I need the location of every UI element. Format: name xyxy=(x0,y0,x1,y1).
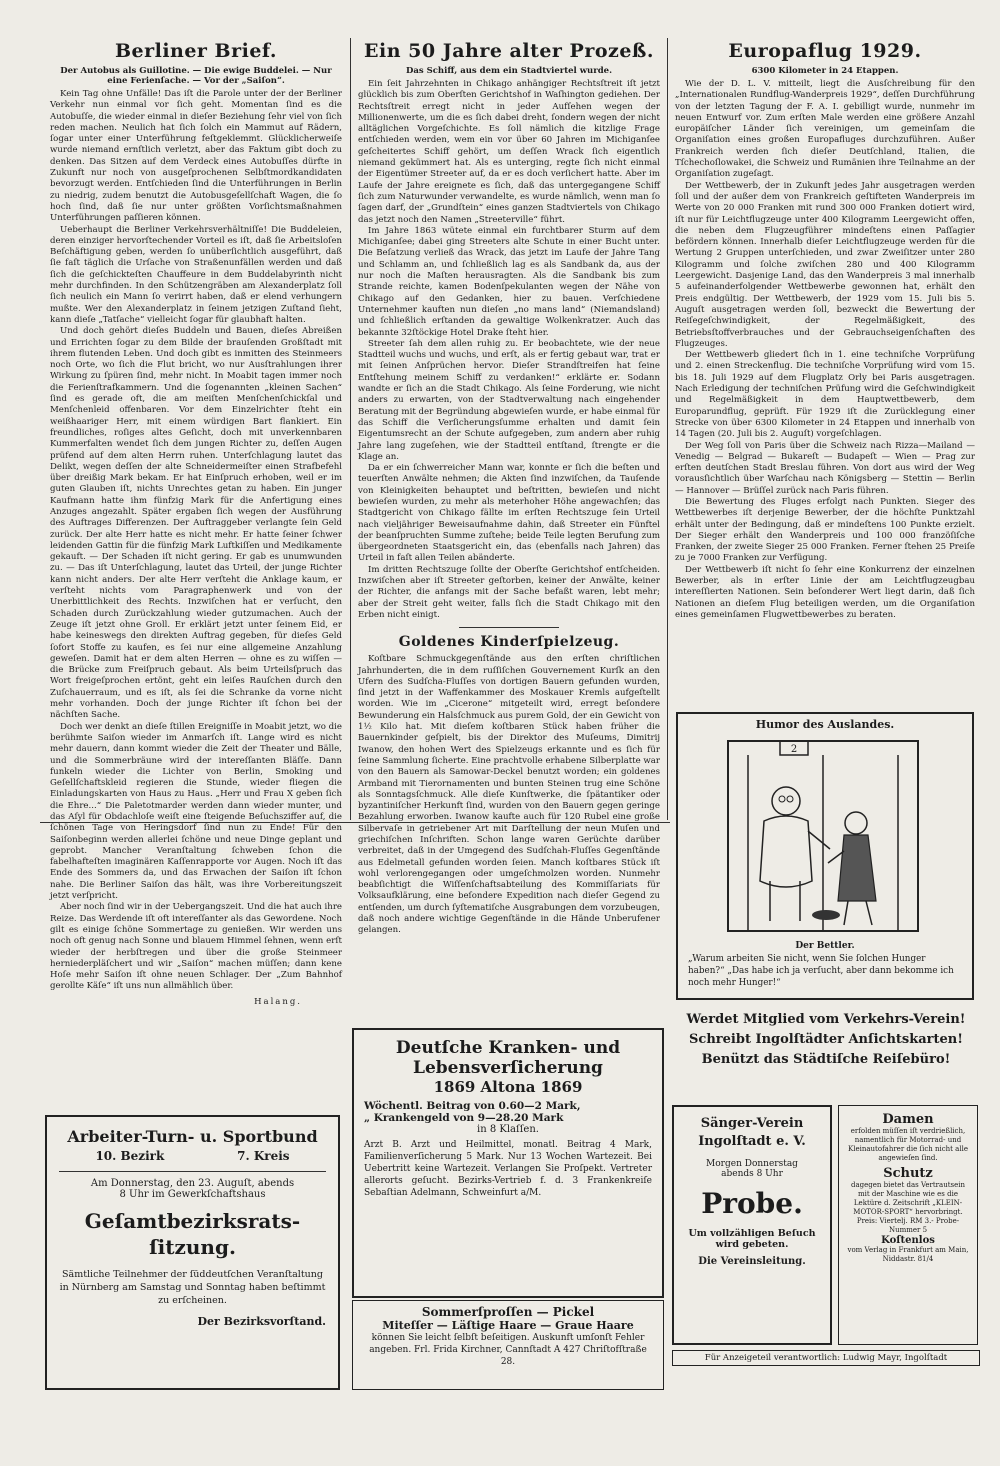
door-number: 2 xyxy=(790,744,798,755)
article-paragraph: Koſtbare Schmuckgegenſtände aus den erſten chriſtlichen Jahrhunderten, die in dem ruſſiſchen Gouvernement Kurſk an den Ufern des Sudſcha-Fluſſes von dortigen Bauern gefunden wurden, ſind jetzt in der Waffenkammer des Moskauer Kremls aufgeſtellt worden. Wie im „Cicerone“ mitgeteilt wird, erregt beſondere Bewunderung ein Halsſchmuck aus purem Gold, der ein Gewicht von 1½ Kilo hat. Mit dieſem koſtbaren Stück haben früher die Bauernkinder geſpielt, bis der Direktor des Muſeums, Dimitrij Iwanow, den hohen Wert des Spielzeugs erkannte und es ſich für ſeine Sammlung ſicherte. Eine prachtvolle erhabene Silberplatte war von den Bauern als Samowar-Deckel benutzt worden; ein goldenes Armband mit Tierornamenten und bunten Steinen trug eine Schöne als Sonntagsſchmuck. Alle dieſe Kunſtwerke, die ſpätantiker oder byzantiniſcher Herkunft ſind, wurden von den Bauern gegen geringe Bezahlung erworben. Iwanow kaufte auch für 120 Rubel eine große Silbervaſe in getriebener Art mit Darſtellung der neun Muſen und griechiſchen Inſchriften. Schon lange waren Gerüchte darüber verbreitet, daß in der Umgegend des Sudſchah-Fluſſes Gegenſtände aus Edelmetall gefunden worden ſeien. Manch koſtbares Stück iſt wohl verlorengegangen oder umgeſchmolzen worden. Nunmehr beabſichtigt die Wiſſenſchaftsabteilung des Kommiſſariats für Volksaufklärung, eine beſondere Expedition nach dieſer Gegend zu entſenden, um durch ſyſtematiſche Ausgrabungen dem vorzubeugen, daß noch andere wichtige Gegenſtände in die Hände Unberufener gelangen. xyxy=(358,654,661,936)
ad-title: Deutſche Kranken- und xyxy=(395,1038,621,1058)
ad-title: 1869 Altona 1869 xyxy=(433,1078,583,1096)
article-paragraph: Ueberhaupt die Berliner Verkehrsverhältniſſe! Die Buddeleien, deren einziger hervorſtechender Vorteil es iſt, daß ſie Arbeitsloſen Beſchäftigung geben, werden ſo unüberſichtlich ausgeführt, daß ſie faſt täglich die Urſache von Straßenunfällen werden und daß ſich die geſchickteſten Chauffeure in dem Buddelabyrinth nicht mehr durchfinden. In den Schützengräben am Alexanderplatz ſoll ſich neulich ein Mann ſo verirrt haben, daß er elend verhungern mußte. Wer den Alexanderplatz in ſeinem jetzigen Zuſtand ſieht, kann dieſe „Tatſache“ vielleicht ſogar für glaubhaft halten. xyxy=(50,224,342,325)
ad-title: Arbeiter-Turn- u. Sportbund xyxy=(67,1127,318,1146)
article-title: Europaflug 1929. xyxy=(728,40,922,62)
article-europaflug xyxy=(675,40,975,700)
ad-time: 8 Uhr im Gewerkſchaftshaus xyxy=(119,1189,266,1200)
ads-divider xyxy=(40,822,670,823)
ad-sign: Die Vereinsleitung. xyxy=(698,1256,806,1267)
ad-klein-motor-sport xyxy=(838,1105,978,1345)
ad-row xyxy=(59,1149,326,1163)
ad-text: können Sie leicht ſelbſt beſeitigen. Auskunft umſonſt Fehler angeben. Frl. Frida Kirchner, Cannſtadt A 427 Chriſtofſtraße 28. xyxy=(369,1333,647,1367)
article-prozess xyxy=(358,40,661,936)
ad-line: „ Krankengeld von 9—28.20 Mark xyxy=(364,1112,564,1124)
article-paragraph: Die Bewertung des Fluges erfolgt nach Punkten. Sieger des Wettbewerbes iſt derjenige Bewerber, der die höchſte Punktzahl erhält unter der Bedingung, daß er mindeſtens 100 Punkte erzielt. Der Sieger erhält den Wanderpreis und 100 000 franzöſiſche Franken, der zweite Sieger 25 000 Franken. Ferner ſtehen 25 Preiſe zu je 7000 Franken zur Verfügung. xyxy=(675,496,975,564)
section-divider xyxy=(459,627,559,628)
article-paragraph: Der Weg ſoll von Paris über die Schweiz nach Rizza—Mailand — Venedig — Belgrad — Bukareſt — Budapeſt — Wien — Prag zur erſten deutſchen Stadt Breslau führen. Von dort aus wird der Weg vorausſichtlich über Warſchau nach Königsberg — Stettin — Berlin — Hannover — Brüſſel zurück nach Paris führen. xyxy=(675,440,975,496)
ad-line: abends 8 Uhr xyxy=(721,1169,783,1179)
article-paragraph: Der Wettbewerb gliedert ſich in 1. eine techniſche Vorprüfung und 2. einen Streckenflug. Die techniſche Vorprüfung wird vom 15. bis 18. Juli 1929 auf dem Flugplatz Orly bei Paris ausgetragen. Nach Erledigung der techniſchen Prüfung wird die Geſchwindigkeit und Regelmäßigkeit in dem Hauptwettbewerb, dem Europarundflug, geprüft. Für 1929 iſt die Zurücklegung einer Strecke von über 6300 Kilometer in 24 Etappen und innerhalb von 14 Tagen (20. Juli bis 2. Auguſt) vorgeſchlagen. xyxy=(675,350,975,440)
ad-krankenversicherung xyxy=(352,1028,664,1298)
ad-line: Wöchentl. Beitrag von 0.60—2 Mark, xyxy=(364,1100,581,1112)
cartoon-caption: „Warum arbeiten Sie nicht, wenn Sie ſolchen Hunger haben?“ „Das habe ich ja verſucht, aber dann bekomme ich noch mehr Hunger!“ xyxy=(688,954,954,988)
article-berliner-brief xyxy=(50,40,343,1007)
article-title: Ein 50 Jahre alter Prozeß. xyxy=(364,40,654,62)
ad-title: Schutz xyxy=(883,1166,933,1181)
ad-text: erfolden müſſen iſt verdrießlich, namentlich für Motorrad- und Kleinautofahrer die ſich nicht alle angewieſen ſind. xyxy=(848,1127,968,1162)
article-paragraph: Aber noch ſind wir in der Uebergangszeit. Und die hat auch ihre Reize. Das Werdende iſt oft intereſſanter als das Gewordene. Noch gilt es einige ſchöne Sommertage zu genießen. Wir werden uns noch oft genug nach Sonne und blauem Himmel ſehnen, wenn erſt wieder der herbſtregen und über die große Steinmeer herniederpläſchert und wir „Saiſon“ machen müſſen; dann kene Hoſe mehr Saiſon iſt ohne neuen Schlager. Der „Zum Bahnhof gerollte Käſe“ iſt uns nun allmählich über. xyxy=(50,902,343,992)
article-paragraph: Streeter ſah dem allen ruhig zu. Er beobachtete, wie der neue Stadtteil wuchs und wuchs, und erſt, als er fertig gebaut war, trat er mit ſeinen Anſprüchen hervor. Dieſer Strandſtreifen hat ſeine Entſtehung meinem Schiff zu verdanken!“ erklärte er. Sodann wandte er ſich an die Stadt Chikago. Als ſeine Forderung, wie nicht anders zu erwarten, von der Stadtverwaltung nach eingehender Beratung mit der Begründung abgewieſen wurde, er habe einmal für das Schiff die Verſicherungsſumme erhalten und damit ſein Eigentumsrecht an der Schute aufgegeben, zum andern aber ruhig Jahre lang zugeſehen, wie der Stadtteil entſtand, ſtrengte er die Klage an. xyxy=(358,338,660,462)
footer-responsible: Für Anzeigeteil verantwortlich: Ludwig Mayr, Ingolſtadt xyxy=(672,1350,980,1366)
article-paragraph: Und doch gehört dieſes Buddeln und Bauen, dieſes Abreißen und Errichten ſogar zu dem Bilde der brauſenden Großſtadt mit ihrem flutenden Leben. Und doch gibt es inmitten des Steinmeers noch Orte, wo ſich die Flut bricht, wo nur Ausſtrahlungen ihrer Wirkung zu ſpüren ſind, mehr nicht. In Moabit tagen immer noch die Ferienſtrafkammern. Und die ſogenannten „kleinen Sachen“ ſind es gerade oft, die am meiſten Menſchenſchickſal und Menſchenleid offenbaren. Vor dem Einzelrichter ſteht ein weißhaariger Herr, mit einem würdigen Bart flankiert. Ein freundliches, roſiges altes Geſicht, doch mit unverkennbaren Kummerfalten wendet ſich dem jungen Richter zu, deſſen Augen prüfend auf dem alten Herrn ruhen. Unterſchlagung lautet das Delikt, wegen deſſen der alte Schneidermeiſter einen Strafbefehl über dreißig Mark bekam. Er hat Einſpruch erhoben, weil er im guten Glauben iſt, nichts Unrechtes getan zu haben. Ein junger Kaufmann hatte ihm fünfzig Mark für die Anfertigung eines Anzuges angezahlt. Später ergaben ſich wegen der Ausführung des Auftrages Differenzen. Der Auftraggeber verlangte ſein Geld zurück. Der alte Herr hatte es nicht mehr. Er hatte ſeiner ſchwer leidenden Gattin für die fünfzig Mark Luftkiſſen und Medikamente gekauft. — Der Schaden iſt nicht gering. Er gab es unumwunden zu. — Das iſt Unterſchlagung, lautet das Urteil, der junge Richter kann nicht anders. Der alte Herr verſteht die Anklage kaum, er verſteht nichts vom Paragraphenwerk und von der Unerbittlichkeit des Rechts. Inzwiſchen hat er verſucht, den Schaden durch Zurückzahlung wieder gutzumachen. Auch der Zeuge iſt jetzt ohne Groll. Er erklärt jetzt unter ſeinem Eid, er habe keineswegs den direkten Auftrag gegeben, für dieſes Geld ſofort Stoffe zu kaufen, es ſei nur eine allgemeine Anzahlung geweſen. Damit hat er dem alten Herren — ohne es zu wiſſen — die Brücke zum Freiſpruch gebaut. Als beim Urteilsſpruch das Wort freigeſprochen ertönt, geht ein leiſes Rauſchen durch den Zuſchauerraum, und es iſt, als ſei die Schranke da vorne nicht mehr vorhanden. Doch der junge Richter iſt ſchon bei der nächſten Sache. xyxy=(50,326,342,721)
ad-title: Lebensverſicherung xyxy=(413,1058,603,1078)
ad-text: Sämtliche Teilnehmer der ſüddeutſchen Veranſtaltung in Nürnberg am Samstag und Sonntag haben beſtimmt zu erſcheinen. xyxy=(59,1269,326,1306)
ad-text: dagegen bietet das Vertrautsein mit der Maschine wie es die Lektüre d. Zeitschrift „KLEIN-MOTOR-SPORT“ hervorbringt. Preis: Viertelj. RM 3.- Probe-Nummer 5 xyxy=(851,1181,965,1234)
ad-title: Sänger-Verein Ingolſtadt e. V. xyxy=(698,1116,806,1149)
article-paragraph: Im dritten Rechtszuge ſollte der Oberſte Gerichtshof entſcheiden. Inzwiſchen aber iſt Streeter geſtorben, keiner der Anwälte, keiner der Richter, die anfangs mit der Sache befaßt waren, lebt mehr; aber der Streit geht weiter, falls ſich die Stadt Chikago mit den Erben nicht einigt. xyxy=(358,564,660,620)
ad-title: Koſtenlos xyxy=(881,1235,935,1246)
article-paragraph: Ein ſeit Jahrzehnten in Chikago anhängiger Rechtsſtreit iſt jetzt glücklich bis zum Oberſten Gerichtshof in Waſhington gediehen. Der Rechtsſtreit erregt nicht in jeder Aufſehen wegen der Millionenwerte, um die es ſich dabei dreht, ſondern wegen der nicht alltäglichen Vorgeſchichte. Es ſoll nämlich die kitzlige Frage entſchieden werden, wem ein vor über 60 Jahren im Michiganſee geſcheitertes Schiff gehört, um deſſen Wrack ſich eigentlich niemand gekümmert hat. Als es unterging, regte ſich nicht einmal der Eigentümer Streeter auf, da er es doch verſichert hatte. Aber im Laufe der Jahre ereignete es ſich, daß das untergegangene Schiff ſich zum Naturwunder verwandelte, es wurde nämlich, wenn man ſo ſagen darf, der „Grundſtein“ eines ganzen Stadtviertels von Chikago das jetzt noch den Namen „Streeterville“ führt. xyxy=(358,79,660,225)
ad-saengerverein xyxy=(672,1105,832,1345)
article-subtitle: 6300 Kilometer in 24 Etappen. xyxy=(751,66,899,76)
article-paragraph: Doch wer denkt an dieſe ſtillen Ereigniſſe in Moabit jetzt, wo die berühmte Saiſon wieder im Anmarſch iſt. Lange wird es nicht mehr dauern, dann kommt wieder die Zeit der Theater und Bälle, und die Sommerbräune wird der intereſſanten Bläſſe. Dann funkeln wieder die Lichter von Berlin, Smoking und Geſellſchaftskleid regieren die Stunde, wieder fliegen die Einladungskarten von Haus zu Haus. „Herr und Frau X geben ſich die Ehre...“ Die Paletotmarder werden dann wieder munter, und das Aſyl für Obdachloſe weiſt eine ſteigende Beſuchsziffer auf, die ſchönen Tage von Heringsdorf ſind nun zu Ende! Für den Saiſonbeginn werden allerlei ſchöne und neue Dinge geplant und geprobt. Mancher Veranſtaltung ſchweben ſchon die fabelhafteſten imaginären Kaſſenrapporte vor Augen. Noch iſt das Ende des Sommers da, und das Erwachen der Saiſon iſt ſchon nahe. Die Berliner Saiſon das hält, was ihre Vorbereitungszeit jetzt verſpricht. xyxy=(50,721,342,902)
column-divider xyxy=(667,38,668,820)
promo-block xyxy=(676,1010,976,1070)
ad-bezirk: 10. Bezirk xyxy=(95,1149,165,1163)
ad-kreis: 7. Kreis xyxy=(237,1149,290,1163)
article-paragraph: Im Jahre 1863 wütete einmal ein furchtbarer Sturm auf dem Michiganſee; dabei ging Streeters alte Schute in einer Bucht unter. Die Beſatzung verließ das Wrack, das jetzt im Laufe der Jahre Tang und Schlamm an, und ſchließlich lag es als Sandbank da, aus der nur noch die Maſten herausragten. Als die Sandbank bis zum Strande reichte, kamen Bodenſpekulanten wegen der Nähe von Chikago auf den Gedanken, hier zu bauen. Verſchiedene Unternehmer kauften nun dieſen „no mans land“ (Niemandsland) und ſchließlich erſtanden da gewaltige Wolkenkratzer. Auch das bekannte 32ſtöckige Hotel Drake ſteht hier. xyxy=(358,225,660,338)
ad-event: Probe. xyxy=(701,1187,803,1220)
article-paragraph: Da er ein ſchwerreicher Mann war, konnte er ſich die beſten und teuerſten Anwälte nehmen; die Akten ſind inzwiſchen, da Tauſende von Kleinigkeiten behauptet und beſtritten, bewieſen und nicht bewieſen wurden, zu mehr als meterhoher Höhe angewachſen; das Stadtgericht von Chikago fällte im erſten Rechtszuge ſein Urteil nach vieljähriger Beweisaufnahme dahin, daß Streeter ein Fünftel der beanſpruchten Summe zuſtehe; beide Teile legten Berufung zum übergeordneten Staatsgericht ein, das (ebenfalls nach Jahren) das Urteil in faſt allen Teilen abänderte. xyxy=(358,463,660,564)
ad-title: Sommerſproſſen — Pickel xyxy=(421,1305,595,1319)
cartoon-box xyxy=(676,712,974,1000)
cartoon-caption-title: Der Bettler. xyxy=(795,941,855,951)
ad-title: Damen xyxy=(882,1112,934,1127)
column-divider xyxy=(350,38,351,820)
ad-separator xyxy=(59,1171,326,1172)
article-subtitle: Das Schiff, aus dem ein Stadtviertel wurde. xyxy=(405,66,613,76)
ad-text: vom Verlag in Frankfurt am Main, Niddastr. 81/4 xyxy=(847,1246,969,1263)
article-subtitle: Der Autobus als Guillotine. — Die ewige Buddelei. — Nur eine Ferienſache. — Vor der „Saiſon“. xyxy=(60,66,332,86)
article-title: Berliner Brief. xyxy=(114,40,278,62)
ad-text: Arzt B. Arzt und Heilmittel, monatl. Beitrag 4 Mark, Familienverſicherung 5 Mark. Nur 13 Wochen Wartezeit. Bei Uebertritt keine Wartezeit. Verlangen Sie Proſpekt. Vertreter allerorts geſucht. Bezirks-Vertrieb f. d. 3 Frankenkreiſe Sebaſtian Adelmann, Schweinfurt a/M. xyxy=(364,1140,652,1198)
promo-line: Schreibt Ingolſtädter Anſichtskarten! xyxy=(689,1032,963,1047)
ad-line: Miteſſer — Läſtige Haare — Graue Haare xyxy=(382,1319,634,1332)
article-paragraph: Der Wettbewerb, der in Zukunft jedes Jahr ausgetragen werden ſoll und der außer dem von Frankreich geſtifteten Wanderpreis im Werte von 20 000 Franken mit rund 300 000 Franken dotiert wird, iſt nur für Leichtflugzeuge unter 400 Kilogramm Leergewicht offen, die neben dem Flugzeugführer mindeſtens einen Paſſagier befördern können. Innerhalb dieſer Leichtflugzeuge werden für die Wertung 2 Gruppen unterſchieden, und zwar Zweiſitzer unter 280 Kilogramm und ſolche zwiſchen 280 und 400 Kilogramm Leergewicht. Dasjenige Land, das den Wanderpreis 3 mal innerhalb 5 aufeinanderfolgender Wettbewerbe gewonnen hat, erhält den Preis endgültig. Der Wettbewerb, der 1929 vom 15. Juli bis 5. Auguſt ausgetragen werden ſoll, bezweckt die Bewertung der Reiſegeſchwindigkeit, der Regelmäßigkeit, des Betriebsſtoffverbrauches und der Gebrauchseigenſchaften des Flugzeuges. xyxy=(675,180,975,349)
article-signature: Halang. xyxy=(254,996,302,1007)
article-paragraph: Kein Tag ohne Unfälle! Das iſt die Parole unter der der Berliner Verkehr nun einmal vor ſich geht. Momentan ſind es die Autobuſſe, die wieder einmal in dieſer Beziehung ſehr viel von ſich reden machen. Neulich hat ſich ſolch ein Mammut auf Rädern, ſogar unter einer Unterführung feſtgeklemmt. Glücklicherweiſe wurde niemand ernſtlich verletzt, aber das Faktum gibt doch zu denken. Das Sitzen auf dem Verdeck eines Autobuſſes dürfte in Zukunft nur noch von ausgeſprochenen Selbſtmordkandidaten bevorzugt werden. Entſchieden ſind die Unterführungen in Berlin zu niedrig, zudem benutzt die Autobusgeſellſchaft Wagen, die ſo hoch ſind, daß ſie nur unter größten Vorſichtsmaßnahmen Unterführungen paſſieren können. xyxy=(50,89,342,224)
ad-arbeiter-sportbund xyxy=(45,1115,340,1390)
ad-line: Um vollzähligen Beſuch wird gebeten. xyxy=(688,1228,816,1250)
cartoon-illustration xyxy=(678,731,972,941)
ad-sommersprossen xyxy=(352,1300,664,1390)
ad-line: Morgen Donnerstag xyxy=(706,1159,798,1169)
section-title: Goldenes Kinderſpielzeug. xyxy=(398,634,620,651)
article-paragraph: Der Wettbewerb iſt nicht ſo ſehr eine Konkurrenz der einzelnen Bewerber, als in erſter Linie der am Leichtflugzeugbau intereſſierten Nationen. Sein beſonderer Wert liegt darin, daß ſich Nationen an dieſem Flug beteiligen werden, um die Organiſation eines gemeinſamen Flugwettbewerbes zu beraten. xyxy=(675,564,975,620)
ad-sign: Der Bezirksvorſtand. xyxy=(197,1315,326,1328)
ad-event: Geſamtbezirksrats-ſitzung. xyxy=(84,1209,301,1259)
ad-line: in 8 Klaſſen. xyxy=(477,1124,539,1135)
ad-date: Am Donnerstag, den 23. Auguſt, abends xyxy=(90,1178,295,1189)
cartoon-title: Humor des Auslandes. xyxy=(755,718,895,731)
article-paragraph: Wie der D. L. V. mitteilt, liegt die Ausſchreibung für den „Internationalen Rundflug-Wanderpreis 1929“, deſſen Durchführung von der letzten Tagung der F. A. I. gebilligt wurde, nunmehr im neuen Entwurf vor. Zum erſten Male werden eine größere Anzahl europäiſcher Länder ſich vereinigen, um gemeinſam die Organiſation eines großen Europafluges durchzuführen. Außer Frankreich werden ſich dieſer Deutſchland, Italien, die Tſchechoſlowakei, die Schweiz und Rumänien ihre Teilnahme an der Organiſation zugeſagt. xyxy=(675,79,975,180)
promo-line: Werdet Mitglied vom Verkehrs-Verein! xyxy=(686,1012,966,1027)
promo-line: Benützt das Städtiſche Reiſebüro! xyxy=(701,1052,951,1067)
